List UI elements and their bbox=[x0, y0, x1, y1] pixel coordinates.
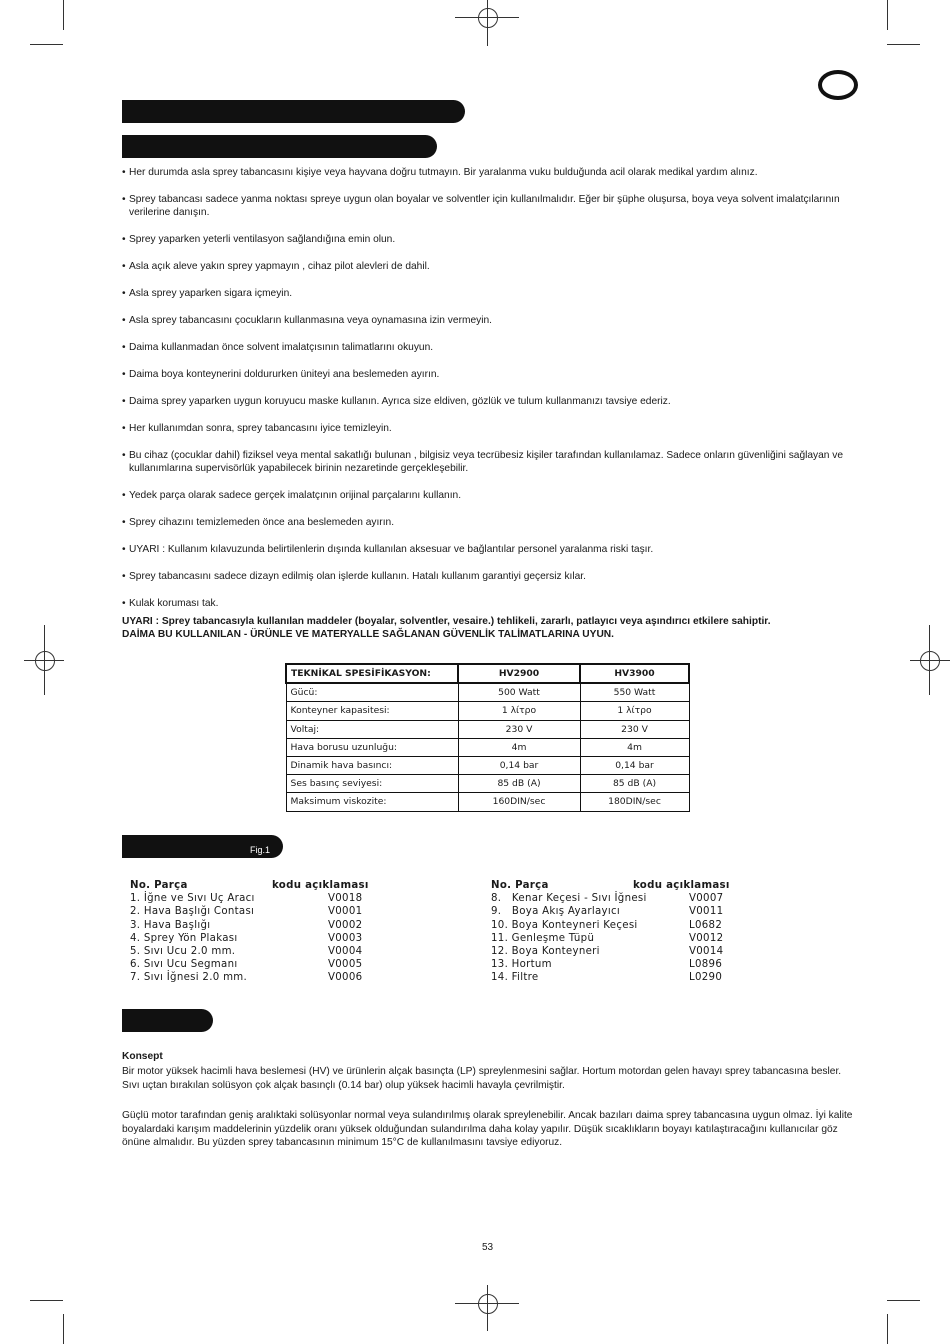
table-header-cell: HV3900 bbox=[580, 664, 689, 683]
part-code: V0005 bbox=[328, 959, 363, 971]
part-name: 12. Boya Konteyneri bbox=[491, 945, 600, 957]
part-code: V0006 bbox=[328, 972, 363, 984]
list-item bbox=[130, 958, 370, 971]
bullet-item: • Her kullanımdan sonra, sprey tabancasını iyice temizleyin. bbox=[122, 422, 862, 435]
table-row bbox=[286, 720, 689, 738]
parts-list-left bbox=[130, 879, 370, 985]
parts-header-code: kodu açıklaması bbox=[633, 880, 730, 891]
table-cell: 0,14 bar bbox=[580, 756, 689, 774]
part-code: V0001 bbox=[328, 906, 363, 918]
parts-header-part: No. Parça bbox=[491, 880, 549, 891]
table-cell: Konteyner kapasitesi: bbox=[286, 702, 458, 720]
bullet-item: • Sprey tabancasını sadece dizayn edilmiş olan işlerde kullanın. Hatalı kullanım garantiyi geçersiz kılar. bbox=[122, 570, 862, 583]
table-cell: 85 dB (A) bbox=[580, 775, 689, 793]
concept-paragraph-2: Güçlü motor tarafından geniş aralıktaki solüsyonlar normal veya sulandırılmış olarak spreylenebilir. Ancak bazıları daima sprey tabancasına uygun olmaz. İyi kalite boyalardaki karışım maddelerinin yüzdelik oranı yüksek olduğundan sulandırılma daha kolay yapılır. Düşük sıcaklıkların boyayı katılaştıracağını kullanıcılar göz önüne almalıdır. Bu yüzden sprey tabancasının minimum 15°C de kullanılmasını tavsiye ediyoruz. bbox=[122, 1110, 853, 1149]
table-cell: Hava borusu uzunluğu: bbox=[286, 738, 458, 756]
list-item bbox=[491, 958, 741, 971]
table-cell: 230 V bbox=[580, 720, 689, 738]
part-name: 5. Sıvı Ucu 2.0 mm. bbox=[130, 945, 236, 957]
part-name: 11. Genleşme Tüpü bbox=[491, 932, 595, 944]
part-code: V0012 bbox=[689, 932, 724, 944]
bullet-item: • Daima boya konteynerini doldururken üniteyi ana beslemeden ayırın. bbox=[122, 368, 862, 381]
concept-paragraph-1: Bir motor yüksek hacimli hava beslemesi (HV) ve ürünlerin alçak basınçta (LP) spreylenmesini sağlar. Hortum motordan gelen havayı sprey tabancasına besler. Sıvı uçtan bırakılan solüsyon çok alçak basınçlı (0.14 bar) olup yüksek hacimli havayla çevrilmiştir. bbox=[122, 1066, 842, 1091]
parts-header bbox=[491, 879, 741, 892]
table-row bbox=[286, 756, 689, 774]
language-oval-icon bbox=[818, 70, 858, 100]
table-cell: 550 Watt bbox=[580, 683, 689, 702]
part-name: 6. Sıvı Ucu Segmanı bbox=[130, 959, 238, 971]
parts-header bbox=[130, 879, 370, 892]
concept-header-bar bbox=[122, 1009, 213, 1032]
part-code: L0682 bbox=[689, 919, 723, 931]
list-item bbox=[130, 892, 370, 905]
table-cell: Dinamik hava basıncı: bbox=[286, 756, 458, 774]
bullet-item: • Asla açık aleve yakın sprey yapmayın , cihaz pilot alevleri de dahil. bbox=[122, 260, 862, 273]
bullet-item: • Sprey cihazını temizlemeden önce ana beslemeden ayırın. bbox=[122, 516, 862, 529]
part-name: 14. Filtre bbox=[491, 972, 539, 984]
part-code: V0002 bbox=[328, 919, 363, 931]
part-name: 13. Hortum bbox=[491, 959, 552, 971]
bullet-item: • Asla sprey tabancasını çocukların kullanmasına veya oynamasına izin vermeyin. bbox=[122, 314, 862, 327]
bullet-item: • Daima kullanmadan önce solvent imalatçısının talimatlarını okuyun. bbox=[122, 341, 862, 354]
bullet-item: • Sprey yaparken yeterli ventilasyon sağlandığına emin olun. bbox=[122, 233, 862, 246]
part-name: 3. Hava Başlığı bbox=[130, 919, 211, 931]
table-header-cell: HV2900 bbox=[458, 664, 580, 683]
table-row bbox=[286, 793, 689, 811]
table-cell: Gücü: bbox=[286, 683, 458, 702]
table-cell: 500 Watt bbox=[458, 683, 580, 702]
table-cell: 0,14 bar bbox=[458, 756, 580, 774]
bullet-item: • UYARI : Kullanım kılavuzunda belirtilenlerin dışında kullanılan aksesuar ve bağlantılar personel yaralanma riski taşır. bbox=[122, 543, 862, 556]
part-code: V0007 bbox=[689, 893, 724, 905]
table-cell: 1 λίτρο bbox=[458, 702, 580, 720]
list-item bbox=[130, 919, 370, 932]
bullet-item: • Bu cihaz (çocuklar dahil) fiziksel veya mental sakatlığı bulunan , bilgisiz veya tecrübesiz kişiler tarafından kullanılamaz. Sadece onların güvenliğini sağlayan ve kullanımlarına supervisörlük yapabilecek birinin nezaretinde gerçekleşebilir. bbox=[122, 449, 862, 475]
concept-title: Konsept bbox=[122, 1051, 163, 1062]
page-number: 53 bbox=[481, 1242, 494, 1253]
bullet-item: • Asla sprey yaparken sigara içmeyin. bbox=[122, 287, 862, 300]
table-row bbox=[286, 775, 689, 793]
part-code: V0004 bbox=[328, 945, 363, 957]
table-header-row bbox=[286, 664, 689, 683]
part-name: 1. İğne ve Sıvı Uç Aracı bbox=[130, 893, 255, 905]
parts-list-right bbox=[491, 879, 741, 985]
part-code: V0018 bbox=[328, 893, 363, 905]
warning-line-2: DAİMA BU KULLANILAN - ÜRÜNLE VE MATERYALLE SAĞLANAN GÜVENLİK TALİMATLARINA UYUN. bbox=[122, 629, 614, 640]
parts-header-code: kodu açıklaması bbox=[272, 880, 369, 891]
table-cell: Voltaj: bbox=[286, 720, 458, 738]
part-code: V0003 bbox=[328, 932, 363, 944]
safety-bullet-list bbox=[122, 166, 862, 610]
table-row bbox=[286, 683, 689, 702]
section-header-bar-2 bbox=[122, 135, 437, 158]
part-code: L0896 bbox=[689, 959, 723, 971]
list-item bbox=[491, 945, 741, 958]
bullet-item: • Her durumda asla sprey tabancasını kişiye veya hayvana doğru tutmayın. Bir yaralanma vuku bulduğunda acil olarak medikal yardım alınız. bbox=[122, 166, 862, 179]
part-code: L0290 bbox=[689, 972, 723, 984]
table-row bbox=[286, 702, 689, 720]
warning-text bbox=[122, 615, 862, 641]
table-header-cell: TEKNİKAL SPESİFİKASYON: bbox=[286, 664, 458, 683]
part-code: V0011 bbox=[689, 906, 724, 918]
list-item bbox=[130, 945, 370, 958]
list-item bbox=[491, 932, 741, 945]
table-cell: 180DIN/sec bbox=[580, 793, 689, 811]
section-header-bar-1 bbox=[122, 100, 465, 123]
list-item bbox=[491, 892, 741, 905]
part-name: 8. Kenar Keçesi - Sıvı İğnesi bbox=[491, 893, 647, 905]
table-cell: 230 V bbox=[458, 720, 580, 738]
table-cell: Ses basınç seviyesi: bbox=[286, 775, 458, 793]
part-name: 2. Hava Başlığı Contası bbox=[130, 906, 255, 918]
bullet-item: • Kulak koruması tak. bbox=[122, 597, 862, 610]
parts-header-part: No. Parça bbox=[130, 880, 188, 891]
table-cell: 1 λίτρο bbox=[580, 702, 689, 720]
part-name: 7. Sıvı İğnesi 2.0 mm. bbox=[130, 972, 248, 984]
warning-line-1: UYARI : Sprey tabancasıyla kullanılan maddeler (boyalar, solventler, vesaire.) tehlikeli, zararlı, patlayıcı veya aşındırıcı etkilere sahiptir. bbox=[122, 616, 771, 627]
list-item bbox=[130, 971, 370, 984]
technical-specification-table bbox=[285, 663, 690, 812]
table-cell: 4m bbox=[580, 738, 689, 756]
list-item bbox=[491, 919, 741, 932]
list-item bbox=[130, 905, 370, 918]
bullet-item: • Daima sprey yaparken uygun koruyucu maske kullanın. Ayrıca size eldiven, gözlük ve tulum kullanmanızı tavsiye ederiz. bbox=[122, 395, 862, 408]
part-name: 10. Boya Konteyneri Keçesi bbox=[491, 919, 638, 931]
table-cell: 4m bbox=[458, 738, 580, 756]
table-cell: 85 dB (A) bbox=[458, 775, 580, 793]
fig-label: Fig.1 bbox=[250, 845, 271, 855]
part-name: 9. Boya Akış Ayarlayıcı bbox=[491, 906, 621, 918]
bullet-item: • Yedek parça olarak sadece gerçek imalatçının orijinal parçalarını kullanın. bbox=[122, 489, 862, 502]
table-cell: 160DIN/sec bbox=[458, 793, 580, 811]
part-code: V0014 bbox=[689, 945, 724, 957]
list-item bbox=[130, 932, 370, 945]
list-item bbox=[491, 905, 741, 918]
list-item bbox=[491, 971, 741, 984]
table-cell: Maksimum viskozite: bbox=[286, 793, 458, 811]
part-name: 4. Sprey Yön Plakası bbox=[130, 932, 238, 944]
bullet-item: • Sprey tabancası sadece yanma noktası spreye uygun olan boyalar ve solventler için kullanılmalıdır. Eğer bir şüphe oluşursa, boya veya solvent imalatçılarının verilerine danışın. bbox=[122, 193, 862, 219]
table-row bbox=[286, 738, 689, 756]
